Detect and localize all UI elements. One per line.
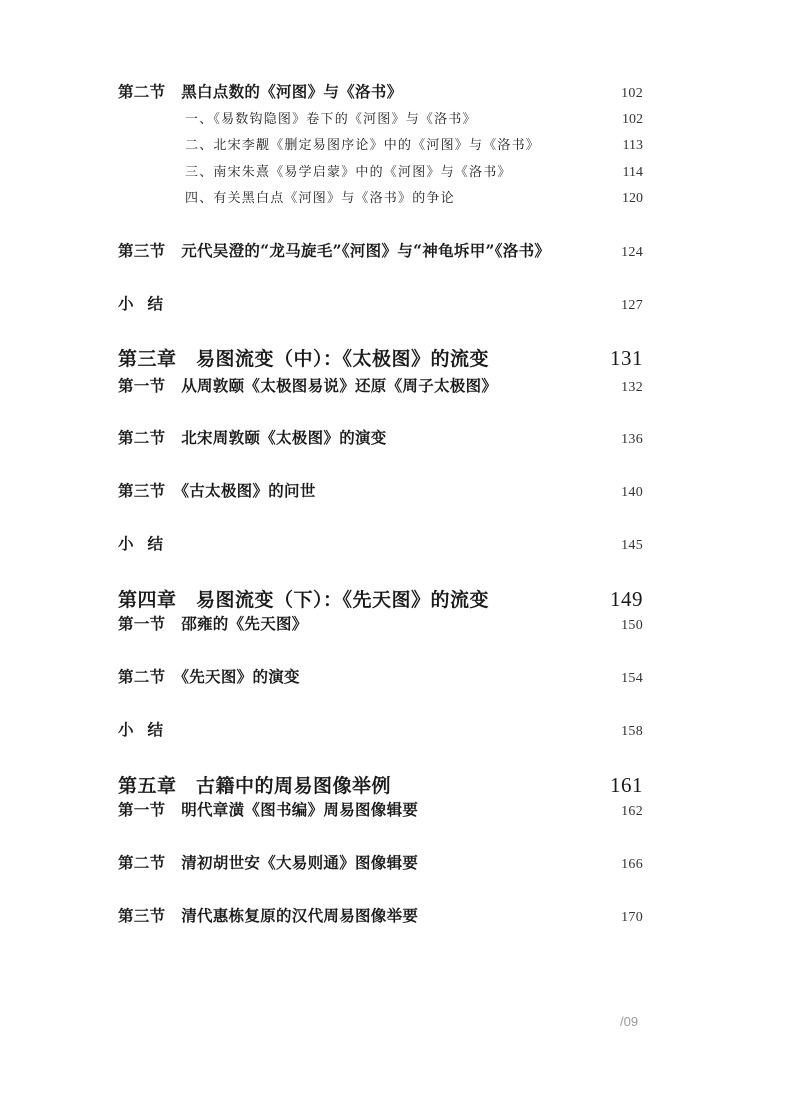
entry-title: 第一节 邵雍的《先天图》 <box>118 614 308 633</box>
entry-title: 第三节 清代惠栋复原的汉代周易图像举要 <box>118 906 419 925</box>
toc-chapter <box>118 771 643 798</box>
toc-entry <box>118 665 643 687</box>
toc-entry <box>118 904 643 926</box>
entry-title: 第三节 《古太极图》的问世 <box>118 481 316 500</box>
entry-page: 158 <box>621 724 643 739</box>
entry-page: 120 <box>622 191 643 206</box>
entry-page: 132 <box>621 380 643 395</box>
entry-page: 102 <box>622 112 643 127</box>
toc-entry <box>185 161 643 181</box>
toc-entry <box>118 479 643 501</box>
entry-page: 154 <box>621 671 643 686</box>
entry-page: 102 <box>621 86 643 101</box>
entry-page: 113 <box>622 138 643 153</box>
entry-title: 第一节 明代章潢《图书编》周易图像辑要 <box>118 800 419 819</box>
toc-entry <box>118 292 643 314</box>
toc-entry <box>118 426 643 448</box>
entry-page: 124 <box>621 245 643 260</box>
entry-title: 四、有关黑白点《河图》与《洛书》的争论 <box>185 191 455 206</box>
entry-title: 三、南宋朱熹《易学启蒙》中的《河图》与《洛书》 <box>185 165 512 180</box>
chapter-title: 第四章 易图流变（下）：《先天图》的流变 <box>118 589 490 611</box>
chapter-page: 149 <box>610 587 643 611</box>
toc-entry <box>118 239 643 261</box>
entry-page: 127 <box>621 298 643 313</box>
entry-title: 一、《易数钩隐图》卷下的《河图》与《洛书》 <box>185 112 477 127</box>
entry-page: 145 <box>621 538 643 553</box>
toc-entry <box>118 718 643 740</box>
chapter-title: 第三章 易图流变（中）：《太极图》的流变 <box>118 348 490 370</box>
toc-entry <box>118 798 643 820</box>
entry-page: 114 <box>622 165 643 180</box>
toc-entry <box>185 187 643 207</box>
toc-chapter <box>118 344 643 371</box>
entry-title: 第二节 黑白点数的《河图》与《洛书》 <box>118 82 403 101</box>
entry-title: 第一节 从周敦颐《太极图易说》还原《周子太极图》 <box>118 376 498 395</box>
toc-entry <box>118 532 643 554</box>
entry-title: 小结 <box>118 294 178 313</box>
toc-entry <box>118 612 643 634</box>
toc-entry <box>118 374 643 396</box>
chapter-page: 131 <box>610 346 643 370</box>
entry-title: 小结 <box>118 720 178 739</box>
toc-entry <box>118 80 643 102</box>
entry-title: 第三节 元代吴澄的“龙马旋毛”《河图》与“神龟坼甲”《洛书》 <box>118 241 551 260</box>
entry-page: 170 <box>621 910 643 925</box>
toc-entry <box>118 851 643 873</box>
chapter-title: 第五章 古籍中的周易图像举例 <box>118 775 392 797</box>
toc-chapter <box>118 585 643 612</box>
page-number: /09 <box>620 1014 639 1029</box>
toc-entry <box>185 134 643 154</box>
entry-title: 第二节 北宋周敦颐《太极图》的演变 <box>118 428 387 447</box>
entry-title: 小结 <box>118 534 178 553</box>
entry-page: 166 <box>621 857 643 872</box>
entry-page: 150 <box>621 618 643 633</box>
entry-title: 二、北宋李觏《删定易图序论》中的《河图》与《洛书》 <box>185 138 541 153</box>
entry-title: 第二节 清初胡世安《大易则通》图像辑要 <box>118 853 419 872</box>
entry-title: 第二节 《先天图》的演变 <box>118 667 300 686</box>
entry-page: 162 <box>621 804 643 819</box>
entry-page: 140 <box>621 485 643 500</box>
chapter-page: 161 <box>610 773 643 797</box>
toc-entry <box>185 108 643 128</box>
entry-page: 136 <box>621 432 643 447</box>
